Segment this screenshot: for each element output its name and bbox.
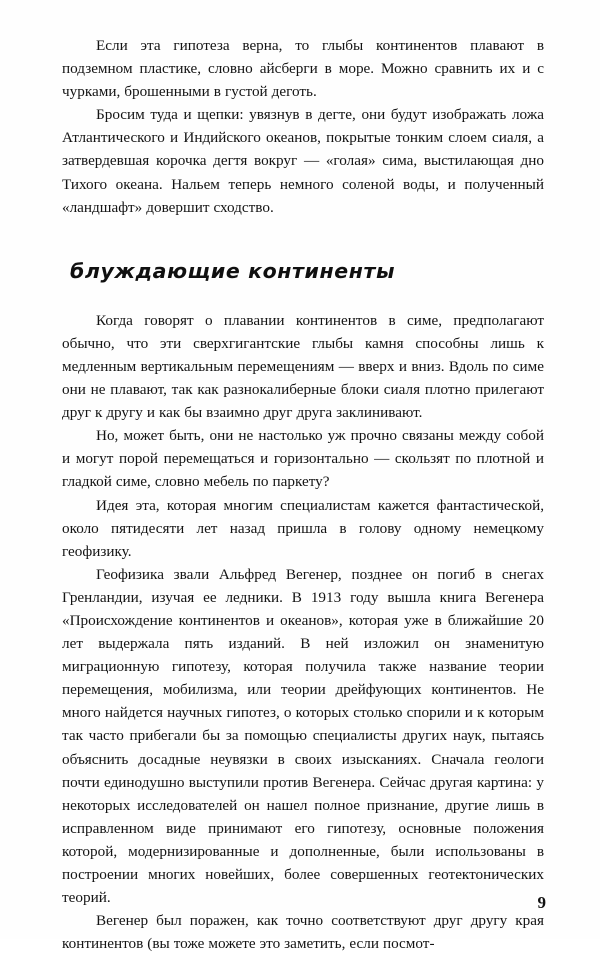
paragraph: Геофизика звали Альфред Вегенер, позднее он погиб в снегах Гренландии, изучая ее ледники. В 1913 году вышла книга Вегенера «Происхождение континентов и океанов», которая уже в ближайшие 20 лет выдержала пять изданий. В ней изложил он знаменитую миграционную гипотезу, которая получила также название теории перемещения, мобилизма, или теории дрейфующих континентов. Не много найдется научных гипотез, о которых столько спорили и к которым так часто прибегали бы за помощью специалисты других наук, пытаясь объяснить досадные неувязки в своих изысканиях. Сначала геологи почти единодушно выступили против Вегенера. Сейчас другая картина: у некоторых исследователей он нашел полное признание, другие лишь в исправленном виде принимают его гипотезу, основные положения которой, модернизированные и дополненные, были использованы в построении многих новейших, более совершенных геотектонических теорий. bbox=[62, 565, 544, 907]
paragraph: Когда говорят о плавании континентов в симе, предполагают обычно, что эти сверхгигантские глыбы камня способны лишь к медленным вертикальным перемещениям — вверх и вниз. Вдоль по симе они не плавают, так как разнокалиберные блоки сиаля плотно прилегают друг к другу и как бы взаимно друг друга заклинивают. bbox=[62, 311, 544, 422]
section-heading: блуждающие континенты bbox=[70, 258, 396, 283]
paragraph: Бросим туда и щепки: увязнув в дегте, они будут изображать ложа Атлантического и Индийского океанов, покрытые тонким слоем сиаля, а затвердевшая корочка дегтя вокруг — «голая» сима, выстилающая дно Тихого океана. Нальем теперь немного соленой воды, и полученный «ландшафт» довершит сходство. bbox=[62, 106, 544, 216]
page-number: 9 bbox=[537, 893, 546, 912]
paragraph: Вегенер был поражен, как точно соответствуют друг другу края континентов (вы тоже можете это заметить, если посмот- bbox=[62, 912, 544, 953]
paragraph: Если эта гипотеза верна, то глыбы континентов плавают в подземном пластике, словно айсберги в море. Можно сравнить их и с чурками, брошенными в густой деготь. bbox=[62, 37, 544, 101]
paragraph: Идея эта, которая многим специалистам кажется фантастической, около пятидесяти лет назад пришла в голову одному немецкому геофизику. bbox=[62, 496, 544, 560]
section-text-block bbox=[62, 309, 544, 955]
intro-text-block bbox=[62, 34, 544, 219]
paragraph: Но, может быть, они не настолько уж прочно связаны между собой и могут порой перемещаться и горизонтально — скользят по плотной и гладкой симе, словно мебель по паркету? bbox=[62, 427, 544, 491]
